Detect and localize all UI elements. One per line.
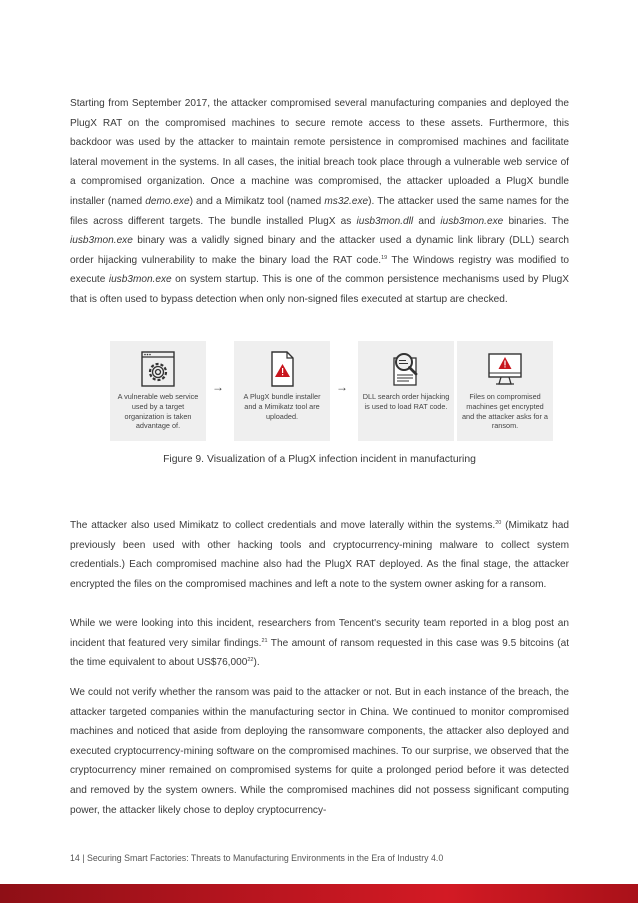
filename-ms32: ms32.exe	[324, 195, 369, 207]
figure-step-1	[110, 341, 206, 441]
footnote-ref[interactable]: 22	[247, 657, 254, 664]
text-run: ).	[253, 657, 260, 669]
page-footer: 14 | Securing Smart Factories: Threats to Manufacturing Environments in the Era of Industry 4.0	[70, 853, 444, 863]
filename-demo: demo.exe	[145, 195, 190, 207]
text-run: The attacker also used Mimikatz to collect credentials and move laterally within the systems.	[70, 520, 496, 531]
filename-dll: iusb3mon.dll	[356, 215, 414, 227]
figure-step-text: A PlugX bundle installer and a Mimikatz tool are uploaded.	[243, 392, 321, 421]
figure-step-2	[234, 341, 330, 441]
footnote-ref[interactable]: 19	[381, 254, 388, 261]
figure-step-text: A vulnerable web service used by a target organization is taken advantage of.	[117, 392, 199, 431]
text-run: The Windows registry was modified to execute	[70, 254, 569, 286]
text-run: ). The attacker used the same names for the files across different targets. The bundle installed PlugX as	[70, 195, 569, 227]
body-paragraph-1	[70, 94, 569, 310]
figure-step-text: Files on compromised machines get encrypted and the attacker asks for a ransom.	[462, 392, 548, 431]
arrow-right-icon: →	[212, 380, 224, 394]
document-magnifier-icon	[358, 349, 454, 389]
text-run: binaries. The	[503, 215, 569, 227]
text-run: on system startup. This is one of the common persistence mechanisms used by PlugX that is often used to bypass detection when only non-signed files executed at startup are checked.	[70, 274, 569, 305]
text-run: (Mimikatz had previously been used with other hacking tools and cryptocurrency-mining malware to collect system credentials.) Each compromised machine also had the PlugX RAT deployed. As the final stage, the attacker encrypted the files on the compromised machines and left a note to the system owner asking for a ransom.	[70, 520, 569, 590]
filename-exe: iusb3mon.exe	[108, 274, 172, 286]
body-paragraph-4	[70, 683, 569, 820]
file-warning-icon	[234, 349, 330, 389]
text-run: While we were looking into this incident, researchers from Tencent's security team reported in a blog post an incident that featured very similar findings.	[70, 618, 569, 649]
browser-gear-icon	[110, 349, 206, 389]
figure-step-text: DLL search order hijacking is used to load RAT code.	[362, 392, 450, 411]
figure-caption: Figure 9. Visualization of a PlugX infection incident in manufacturing	[163, 454, 476, 465]
footnote-ref[interactable]: 21	[261, 637, 268, 644]
filename-exe: iusb3mon.exe	[70, 235, 133, 247]
arrow-right-icon: →	[336, 380, 348, 394]
text-run: The amount of ransom requested in this case was 9.5 bitcoins (at the time equivalent to about US$76,000	[70, 637, 569, 669]
text-run: and	[413, 215, 441, 227]
body-paragraph-2	[70, 516, 569, 594]
figure-step-4	[457, 341, 553, 441]
filename-exe: iusb3mon.exe	[440, 215, 504, 227]
figure-step-3	[358, 341, 454, 441]
body-paragraph-3	[70, 614, 569, 673]
footnote-ref[interactable]: 20	[495, 520, 502, 526]
text-run: We could not verify whether the ransom was paid to the attacker or not. But in each instance of the breach, the attacker targeted companies within the manufacturing sector in China. We continued to monitor compromised machines and noticed that aside from deploying the ransomware components, the attacker also deployed and executed cryptocurrency-mining software on the compromised machines. To our surprise, we observed that the cryptocurrency miner remained on compromised systems for quite a prolonged period before it was detected and removed by the system owners. While the compromised machines did not possess significant computing power, the attacker likely chose to deploy cryptocurrency-	[70, 687, 569, 816]
text-run: ) and a Mimikatz tool (named	[189, 195, 325, 207]
monitor-warning-icon	[457, 349, 553, 389]
footer-color-bar	[0, 884, 638, 903]
text-run: binary was a validly signed binary and the attacker used a dynamic link library (DLL) search order hijacking vulnerability to make the binary load the RAT code.	[70, 235, 569, 266]
text-run: Starting from September 2017, the attacker compromised several manufacturing companies and deployed the PlugX RAT on the compromised machines to secure remote access to these assets. Furthermore, this backdoor was used by the attacker to maintain remote persistence in compromised machines and facilitate lateral movement in the systems. In all cases, the initial breach took place through a vulnerable web service of a compromised organization. Once a machine was compromised, the attacker uploaded a PlugX bundle installer (named	[70, 98, 569, 207]
